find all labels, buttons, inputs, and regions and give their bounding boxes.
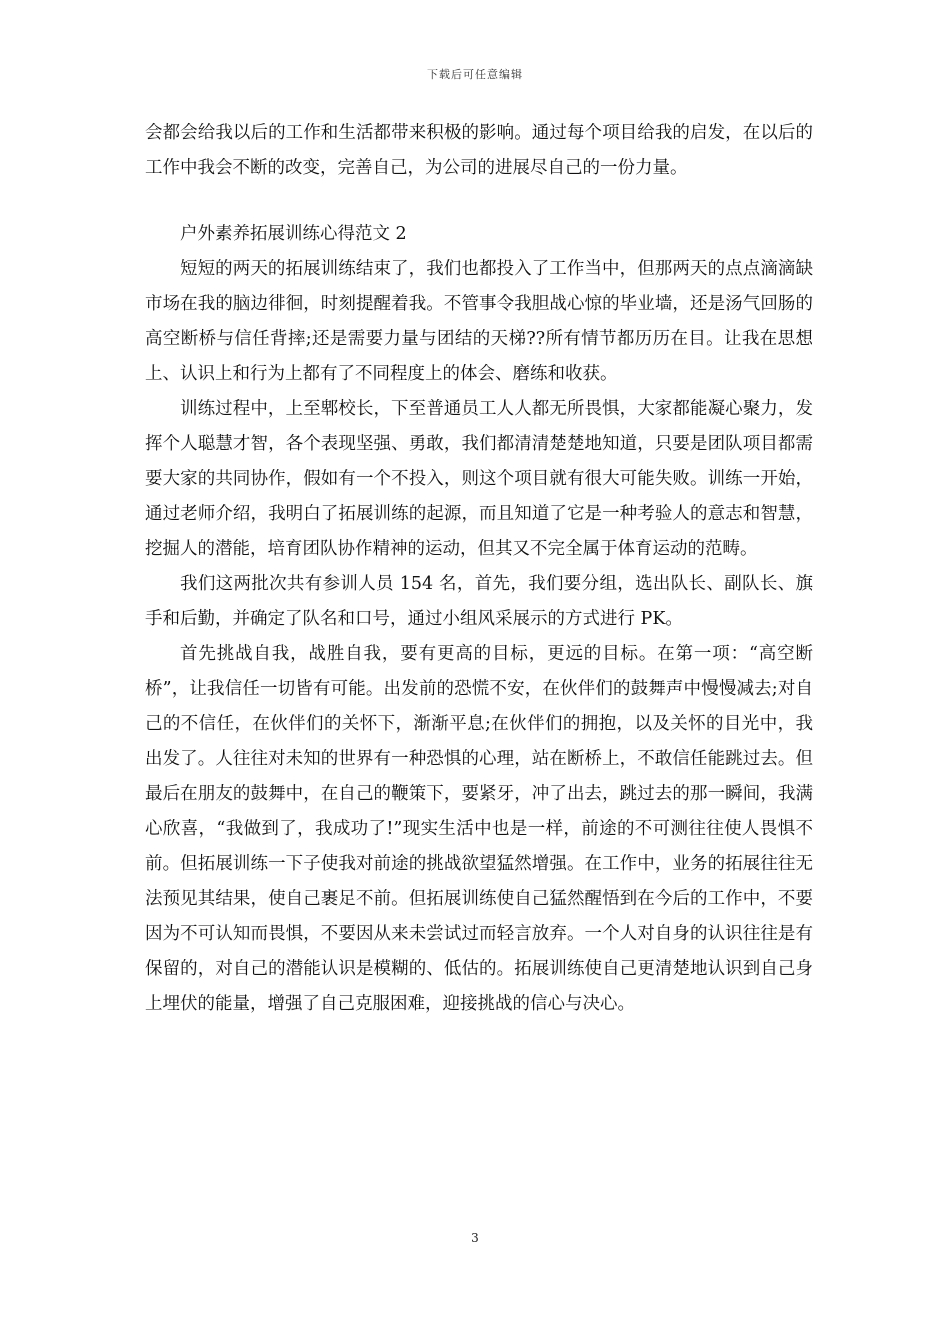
document-body: [145, 116, 813, 1022]
page-header: 下载后可任意编辑: [427, 68, 523, 81]
paragraph-1: 短短的两天的拓展训练结束了，我们也都投入了工作当中，但那两天的点点滴滴缺市场在我的脑边徘徊，时刻提醒着我。不管事令我胆战心惊的毕业墙，还是汤气回肠的高空断桥与信任背摔;还是需要力量与团结的天梯??所有情节都历历在目。让我在思想上、认识上和行为上都有了不同程度上的体会、磨练和收获。: [145, 259, 813, 384]
paragraph-4: 首先挑战自我，战胜自我，要有更高的目标，更远的目标。在第一项：“高空断桥”，让我信任一切皆有可能。出发前的恐慌不安，在伙伴们的鼓舞声中慢慢减去;对自己的不信任，在伙伴们的关怀下，渐渐平息;在伙伴们的拥抱，以及关怀的目光中，我出发了。人往往对未知的世界有一种恐惧的心理，站在断桥上，不敢信任能跳过去。但最后在朋友的鼓舞中，在自己的鞭策下，要紧牙，冲了出去，跳过去的那一瞬间，我满心欣喜，“我做到了，我成功了!”现实生活中也是一样，前途的不可测往往使人畏惧不前。但拓展训练一下子使我对前途的挑战欲望猛然增强。在工作中，业务的拓展往往无法预见其结果，使自己裹足不前。但拓展训练使自己猛然醒悟到在今后的工作中，不要因为不可认知而畏惧，不要因从来未尝试过而轻言放弃。一个人对自身的认识往往是有保留的，对自己的潜能认识是模糊的、低估的。拓展训练使自己更清楚地认识到自己身上埋伏的能量，增强了自己克服困难，迎接挑战的信心与决心。: [145, 644, 813, 1014]
page-number: 3: [471, 1231, 479, 1245]
section-title: 户外素养拓展训练心得范文 2: [180, 224, 407, 244]
paragraph-2: 训练过程中，上至郫校长，下至普通员工人人都无所畏惧，大家都能凝心聚力，发挥个人聪慧才智，各个表现坚强、勇敢，我们都清清楚楚地知道，只要是团队项目都需要大家的共同协作，假如有一个不投入，则这个项目就有很大可能失败。训练一开始，通过老师介绍，我明白了拓展训练的起源，而且知道了它是一种考验人的意志和智慧，挖掘人的潜能，培育团队协作精神的运动，但其又不完全属于体育运动的范畴。: [145, 399, 813, 559]
paragraph-3: 我们这两批次共有参训人员 154 名，首先，我们要分组，选出队长、副队长、旗手和后勤，并确定了队名和口号，通过小组风采展示的方式进行 PK。: [145, 574, 813, 629]
continuation-paragraph: 会都会给我以后的工作和生活都带来积极的影响。通过每个项目给我的启发，在以后的工作中我会不断的改变，完善自己，为公司的进展尽自己的一份力量。: [145, 123, 813, 178]
